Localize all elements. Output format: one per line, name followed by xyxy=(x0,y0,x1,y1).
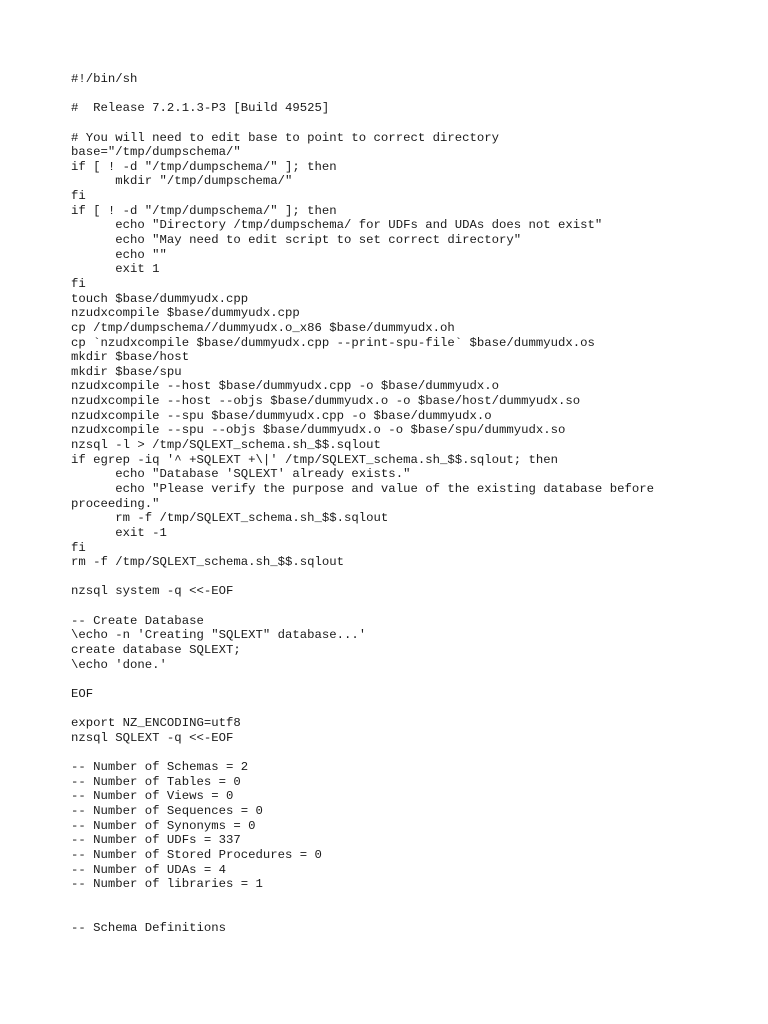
code-line: nzudxcompile --spu --objs $base/dummyudx.o -o $base/spu/dummyudx.so xyxy=(71,423,566,438)
synonyms-count-line: -- Number of Synonyms = 0 xyxy=(71,818,256,833)
code-line: echo "Database 'SQLEXT' already exists." xyxy=(71,467,411,482)
code-line: nzudxcompile --spu $base/dummyudx.cpp -o $base/dummyudx.o xyxy=(71,408,492,423)
code-line: echo "May need to edit script to set correct directory" xyxy=(71,233,522,248)
code-line: rm -f /tmp/SQLEXT_schema.sh_$$.sqlout xyxy=(71,511,389,526)
code-line: echo "" xyxy=(71,247,167,262)
code-line: nzsql system -q <<-EOF xyxy=(71,584,234,599)
release-comment-line: # Release 7.2.1.3-P3 [Build 49525] xyxy=(71,101,330,116)
code-line: if egrep -iq '^ +SQLEXT +\|' /tmp/SQLEXT_schema.sh_$$.sqlout; then xyxy=(71,452,559,467)
code-line: echo "Directory /tmp/dumpschema/ for UDFs and UDAs does not exist" xyxy=(71,218,603,233)
code-line: rm -f /tmp/SQLEXT_schema.sh_$$.sqlout xyxy=(71,555,345,570)
code-line: base="/tmp/dumpschema/" xyxy=(71,145,241,160)
code-line: cp /tmp/dumpschema//dummyudx.o_x86 $base/dummyudx.oh xyxy=(71,320,455,335)
create-database-comment-line: -- Create Database xyxy=(71,613,204,628)
code-line: create database SQLEXT; xyxy=(71,642,241,657)
stored-procedures-count-line: -- Number of Stored Procedures = 0 xyxy=(71,847,322,862)
schema-definitions-comment-line: -- Schema Definitions xyxy=(71,921,226,936)
blank-line xyxy=(71,87,751,102)
libraries-count-line: -- Number of libraries = 1 xyxy=(71,877,263,892)
blank-line xyxy=(71,745,751,760)
blank-line xyxy=(71,570,751,585)
code-line: nzudxcompile --host $base/dummyudx.cpp -o $base/dummyudx.o xyxy=(71,379,500,394)
code-line: exit -1 xyxy=(71,525,167,540)
shebang-line: #!/bin/sh xyxy=(71,72,138,86)
code-line: nzsql -l > /tmp/SQLEXT_schema.sh_$$.sqlout xyxy=(71,438,381,453)
code-line: if [ ! -d "/tmp/dumpschema/" ]; then xyxy=(71,159,337,174)
blank-line xyxy=(71,599,751,614)
blank-line xyxy=(71,672,751,687)
udfs-count-line: -- Number of UDFs = 337 xyxy=(71,833,241,848)
code-line: proceeding." xyxy=(71,496,160,511)
blank-line xyxy=(71,116,751,131)
code-line: \echo -n 'Creating "SQLEXT" database...' xyxy=(71,628,367,643)
code-line: cp `nzudxcompile $base/dummyudx.cpp --print-spu-file` $base/dummyudx.os xyxy=(71,335,595,350)
code-line: \echo 'done.' xyxy=(71,657,167,672)
code-line: if [ ! -d "/tmp/dumpschema/" ]; then xyxy=(71,203,337,218)
code-line: exit 1 xyxy=(71,262,160,277)
blank-line xyxy=(71,702,751,717)
tables-count-line: -- Number of Tables = 0 xyxy=(71,774,241,789)
blank-line xyxy=(71,907,751,922)
edit-base-comment-line: # You will need to edit base to point to correct directory xyxy=(71,130,500,145)
script-document xyxy=(71,72,751,936)
code-line: mkdir $base/spu xyxy=(71,364,182,379)
code-line: fi xyxy=(71,189,86,204)
code-line: nzudxcompile --host --objs $base/dummyudx.o -o $base/host/dummyudx.so xyxy=(71,394,581,409)
code-line: EOF xyxy=(71,686,94,701)
code-line: fi xyxy=(71,276,86,291)
blank-line xyxy=(71,892,751,907)
sequences-count-line: -- Number of Sequences = 0 xyxy=(71,804,263,819)
code-line: fi xyxy=(71,540,86,555)
code-line: export NZ_ENCODING=utf8 xyxy=(71,716,241,731)
code-line: mkdir "/tmp/dumpschema/" xyxy=(71,174,293,189)
schemas-count-line: -- Number of Schemas = 2 xyxy=(71,760,249,775)
views-count-line: -- Number of Views = 0 xyxy=(71,789,234,804)
code-line: echo "Please verify the purpose and value of the existing database before xyxy=(71,481,654,496)
udas-count-line: -- Number of UDAs = 4 xyxy=(71,862,226,877)
code-line: nzudxcompile $base/dummyudx.cpp xyxy=(71,306,300,321)
code-line: mkdir $base/host xyxy=(71,350,190,365)
code-line: touch $base/dummyudx.cpp xyxy=(71,291,249,306)
code-line: nzsql SQLEXT -q <<-EOF xyxy=(71,730,234,745)
